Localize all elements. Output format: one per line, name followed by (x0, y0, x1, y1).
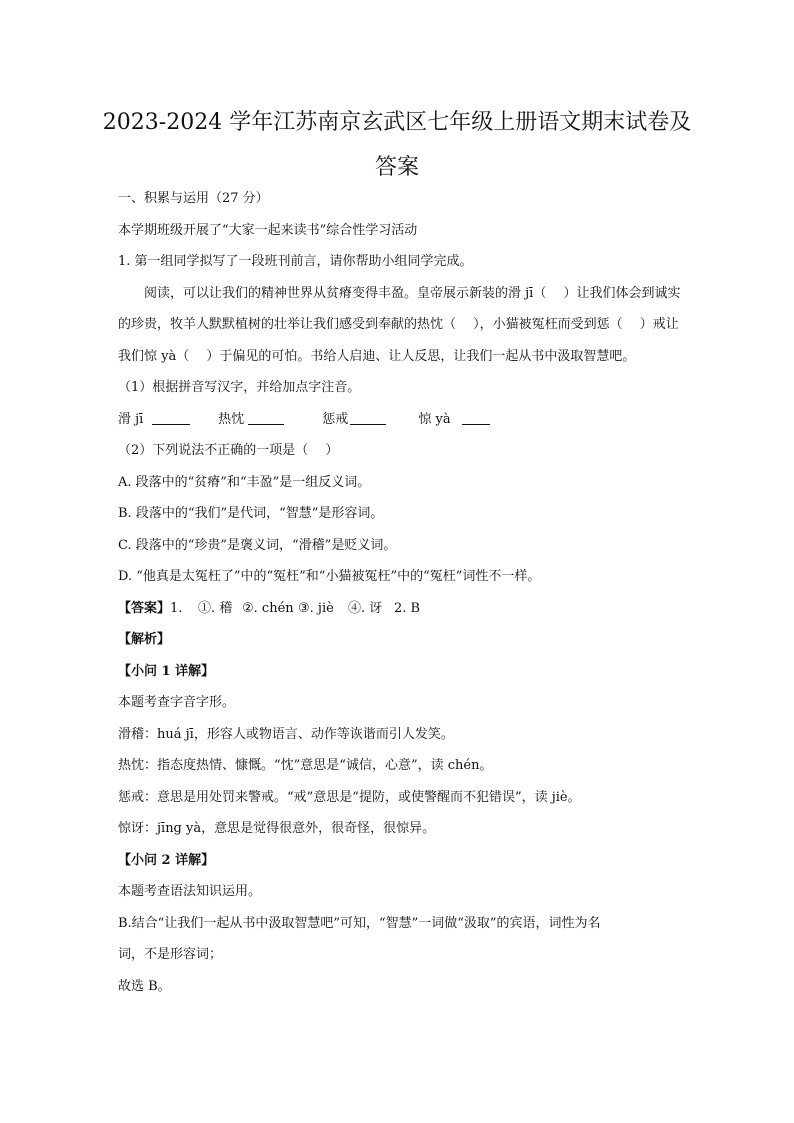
document-title (90, 100, 704, 190)
part1-line-5: 惊讶：jīng yà，意思是觉得很意外，很奇怪，很惊异。 (118, 821, 436, 836)
answer-item-5: ④. 讶 (348, 600, 383, 616)
blank-label-1: 滑 jī (118, 411, 144, 427)
part1-line-4: 惩戒：意思是用处罚来警戒。“戒”意思是“提防，或使警醒而不犯错误”，读 jiè。 (118, 789, 581, 805)
answer-blank-3 (350, 412, 386, 425)
answer-blank-4 (462, 412, 490, 425)
part1-line-3: 热忱：指态度热情、慷慨。“忱”意思是“诚信，心意”，读 chén。 (118, 758, 493, 773)
part1-heading: 【小问 1 详解】 (118, 663, 215, 679)
answer-item-1: 1. (170, 600, 183, 616)
answer-row (118, 593, 683, 625)
sub-question-2: （2）下列说法不正确的一项是（ ） (118, 443, 339, 458)
answer-blank-1 (152, 412, 190, 425)
question-1: 1. 第一组同学拟写了一段班刊前言，请你帮助小组同学完成。 (118, 254, 473, 269)
activity-intro: 本学期班级开展了“大家一起来读书”综合性学习活动 (118, 222, 418, 238)
fill-blanks-row (118, 404, 683, 436)
blank-label-4: 惊 yà (418, 411, 451, 427)
sub-question-1: （1）根据拼音写汉字，并给加点字注音。 (118, 380, 361, 395)
part2-line-2: B.结合“让我们一起从书中汲取智慧吧”可知，“智慧”一词做“汲取”的宾语，词性为名 (118, 915, 601, 931)
section-heading: 一、积累与运用（27 分） (118, 191, 269, 206)
part2-heading: 【小问 2 详解】 (118, 852, 215, 868)
option-d: D. “他真是太冤枉了”中的“冤枉”和“小猫被冤枉”中的“冤枉”词性不一样。 (118, 569, 541, 584)
part2-line-3: 词，不是形容词； (118, 947, 223, 962)
document-body (118, 183, 683, 1002)
answer-blank-2 (248, 412, 284, 425)
option-a: A. 段落中的“贫瘠”和“丰盈”是一组反义词。 (118, 474, 371, 490)
blank-label-2: 热忱 (218, 411, 245, 427)
option-c: C. 段落中的“珍贵”是褒义词，“滑稽”是贬义词。 (118, 537, 397, 553)
option-b: B. 段落中的“我们”是代词，“智慧”是形容词。 (118, 506, 384, 521)
part1-line-1: 本题考查字音字形。 (118, 695, 236, 710)
part2-line-1: 本题考查语法知识运用。 (118, 884, 262, 899)
title-line-2: 答案 (374, 155, 419, 180)
title-line-1: 2023-2024 学年江苏南京玄武区七年级上册语文期末试卷及 (102, 110, 692, 135)
blank-label-3: 惩戒 (322, 411, 349, 427)
answer-item-3: ②. chén (242, 600, 294, 616)
preface-passage: 阅读，可以让我们的精神世界从贫瘠变得丰盈。皇帝展示新装的滑 jī（ ）让我们体会到诚实的珍贵，牧羊人默默植树的壮举让我们感受到奉献的热忱（ ），小猫被冤枉而受到惩（ ）戒让我们惊 yà（ ）于偏见的可怕。书给人启迪、让人反思，让我们一起从书中汲取智慧吧。 (118, 285, 681, 364)
part2-line-4: 故选 B。 (118, 978, 171, 994)
part1-line-2: 滑稽：huá jī，形容人或物语言、动作等诙谐而引人发笑。 (118, 726, 454, 742)
analysis-heading: 【解析】 (118, 632, 171, 647)
answer-item-4: ③. jiè (298, 600, 334, 616)
answer-item-2: ①. 稽 (198, 600, 233, 616)
answer-label: 【答案】 (118, 600, 171, 616)
answer-item-6: 2. B (394, 600, 421, 616)
